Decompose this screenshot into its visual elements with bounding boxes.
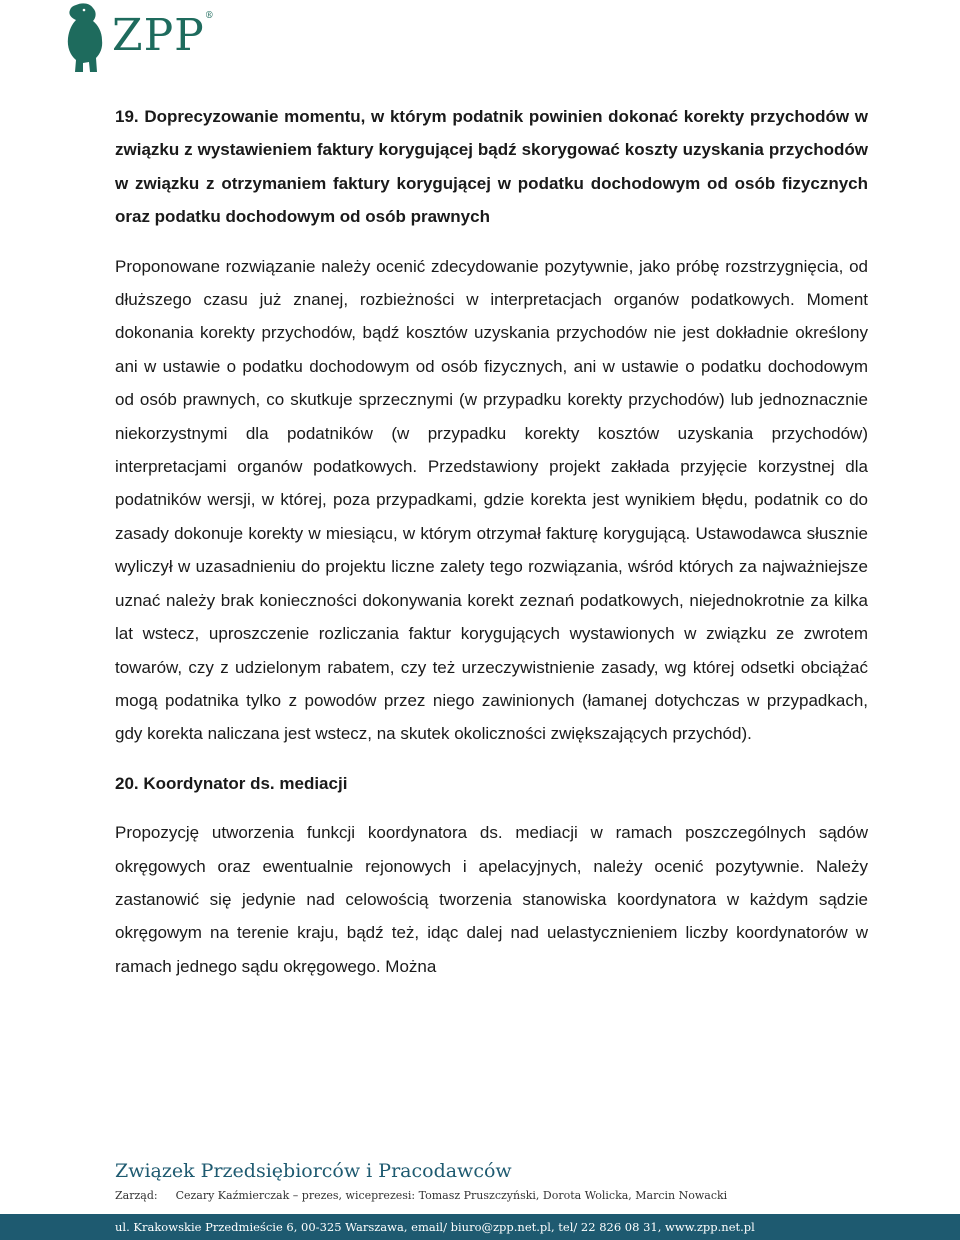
section-19-title: Doprecyzowanie momentu, w którym podatnik powinien dokonać korekty przychodów w związku z wystawieniem faktury korygującej bądź skorygować koszty uzyskania przychodów w związku z otrzymaniem faktury korygującej w podatku dochodowym od osób fizycznych oraz podatku dochodowym od osób prawnych — [115, 107, 868, 227]
footer-org-name: Związek Przedsiębiorców i Pracodawców — [115, 1160, 512, 1182]
logo-wordmark: ZPP ® — [112, 10, 215, 61]
footer-board-label: Zarząd: — [115, 1189, 158, 1202]
registered-mark: ® — [204, 11, 215, 21]
section-19-number: 19. — [115, 107, 139, 126]
footer-contact-bar — [0, 1214, 960, 1240]
section-20-title: Koordynator ds. mediacji — [143, 773, 348, 793]
zpp-logo — [62, 2, 215, 74]
section-20-body: Propozycję utworzenia funkcji koordynatora ds. mediacji w ramach poszczególnych sądów okręgowych oraz ewentualnie rejonowych i apelacyjnych, należy ocenić pozytywnie. Należy zastanowić się jedynie nad celowością tworzenia stanowiska koordynatora w każdym sądzie okręgowym na terenie kraju, bądź też, idąc dalej nad uelastycznieniem liczby koordynatorów w ramach jednego sądu okręgowego. Można — [115, 823, 868, 976]
document-body — [115, 100, 868, 983]
bear-icon — [62, 2, 106, 74]
footer-board-members: Cezary Kaźmierczak – prezes, wiceprezesi: Tomasz Pruszczyński, Dorota Wolicka, Marcin Nowacki — [175, 1189, 728, 1202]
section-20-heading — [115, 767, 868, 800]
section-19-heading — [115, 100, 868, 234]
footer-contact: ul. Krakowskie Przedmieście 6, 00-325 Warszawa, email/ biuro@zpp.net.pl, tel/ 22 826 08 31, www.zpp.net.pl — [115, 1220, 755, 1234]
section-19-body: Proponowane rozwiązanie należy ocenić zdecydowanie pozytywnie, jako próbę rozstrzygnięcia, od dłuższego czasu już znanej, rozbieżności w interpretacjach organów podatkowych. Moment dokonania korekty przychodów, bądź kosztów uzyskania przychodów nie jest dokładnie określony ani w ustawie o podatku dochodowym od osób fizycznych, ani w ustawie o podatku dochodowym od osób prawnych, co skutkuje sprzecznymi (w przypadku korekty przychodów) lub jednoznacznie niekorzystnymi dla podatników (w przypadku korekty kosztów uzyskania przychodów) interpretacjami organów podatkowych. Przedstawiony projekt zakłada przyjęcie korzystnej dla podatników wersji, w której, poza przypadkami, gdzie korekta jest wynikiem błędu, podatnik co do zasady dokonuje korekty w miesiącu, w którym otrzymał fakturę korygującą. Ustawodawca słusznie wyliczył w uzasadnieniu do projektu liczne zalety tego rozwiązania, wśród których za najważniejsze uznać należy brak konieczności dokonywania korekt zeznań podatkowych, niejednokrotnie za kilka lat wstecz, uproszczenie rozliczania faktur korygujących wystawionych w związku ze zwrotem towarów, czy z udzielonym rabatem, czy też urzeczywistnienie zasady, wg której odsetki obciążać mogą podatnika tylko z powodów przez niego zawinionych (łamanej dotychczas w przypadkach, gdy korekta naliczana jest wstecz, na skutek okoliczności zwiększających przychód). — [115, 256, 868, 744]
section-20-number: 20. — [115, 773, 139, 793]
footer-board — [115, 1189, 727, 1202]
